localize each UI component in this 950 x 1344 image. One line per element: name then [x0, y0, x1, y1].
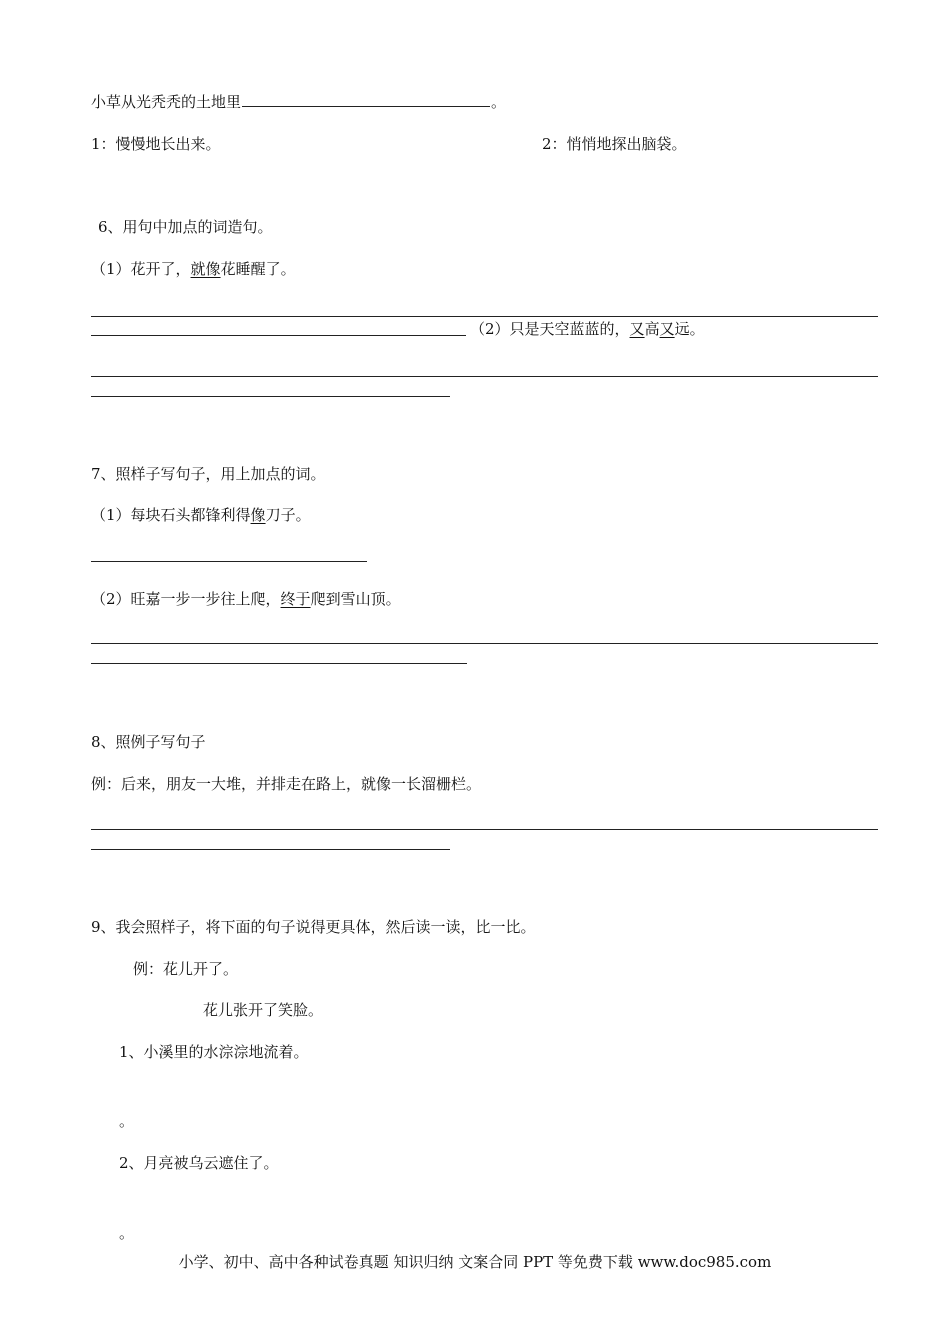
q7-s1-key-word: 像	[250, 506, 266, 524]
q9-item-2-answer-end[interactable]: 。	[119, 1224, 135, 1242]
q6-s2-mid: 高	[644, 320, 660, 338]
q8-title: 8、照例子写句子	[91, 733, 206, 751]
q5-option-1: 1：慢慢地长出来。	[91, 135, 221, 153]
q9-example-label: 例：花儿开了。	[133, 960, 239, 978]
q6-title: 6、用句中加点的词造句。	[98, 218, 273, 236]
q5-answer-blank[interactable]	[242, 92, 490, 107]
q9-item-1: 1、小溪里的水淙淙地流着。	[119, 1043, 309, 1061]
q8-example: 例：后来，朋友一大堆，并排走在路上，就像一长溜栅栏。	[91, 775, 482, 793]
q7-answer-line-3[interactable]	[91, 663, 467, 664]
q7-answer-line-1[interactable]	[91, 561, 367, 562]
q8-answer-line-2[interactable]	[91, 849, 450, 850]
q6-sentence-1	[91, 260, 296, 278]
q5-stem	[91, 92, 506, 111]
q6-s2-key-word-1: 又	[629, 320, 645, 338]
q6-s1-pre: （1）花开了，	[91, 260, 191, 278]
q9-example-answer: 花儿张开了笑脸。	[203, 1001, 324, 1019]
q6-answer-line-1[interactable]	[91, 316, 878, 317]
q7-s1-post: 刀子。	[265, 506, 311, 524]
q7-s2-post: 爬到雪山顶。	[310, 590, 401, 608]
q7-sentence-2	[91, 590, 401, 608]
q5-option-2: 2：悄悄地探出脑袋。	[542, 135, 687, 153]
q7-sentence-1	[91, 506, 311, 524]
q5-stem-before: 小草从光秃秃的土地里	[91, 93, 242, 111]
q7-answer-line-2[interactable]	[91, 643, 878, 644]
q7-title: 7、照样子写句子，用上加点的词。	[91, 465, 326, 483]
q6-answer-line-4[interactable]	[91, 396, 450, 397]
q9-item-2: 2、月亮被乌云遮住了。	[119, 1154, 279, 1172]
q9-title: 9、我会照样子，将下面的句子说得更具体，然后读一读，比一比。	[91, 918, 536, 936]
q7-s1-pre: （1）每块石头都锋利得	[91, 506, 251, 524]
q6-s1-post: 花睡醒了。	[220, 260, 296, 278]
q6-s1-key-word: 就像	[190, 260, 221, 278]
q5-stem-after: 。	[491, 93, 507, 111]
q9-item-1-answer-end[interactable]: 。	[119, 1112, 135, 1130]
q6-s2-pre: （2）只是天空蓝蓝的，	[470, 320, 630, 338]
q8-answer-line-1[interactable]	[91, 829, 878, 830]
q6-s2-key-word-2: 又	[659, 320, 675, 338]
q6-s2-post: 远。	[674, 320, 705, 338]
q6-answer-line-3[interactable]	[91, 376, 878, 377]
q7-s2-pre: （2）旺嘉一步一步往上爬，	[91, 590, 281, 608]
page-footer: 小学、初中、高中各种试卷真题 知识归纳 文案合同 PPT 等免费下载 www.doc985.com	[178, 1253, 772, 1271]
q6-sentence-2	[470, 320, 705, 338]
q6-answer-line-2[interactable]	[91, 335, 466, 336]
q7-s2-key-word: 终于	[280, 590, 311, 608]
